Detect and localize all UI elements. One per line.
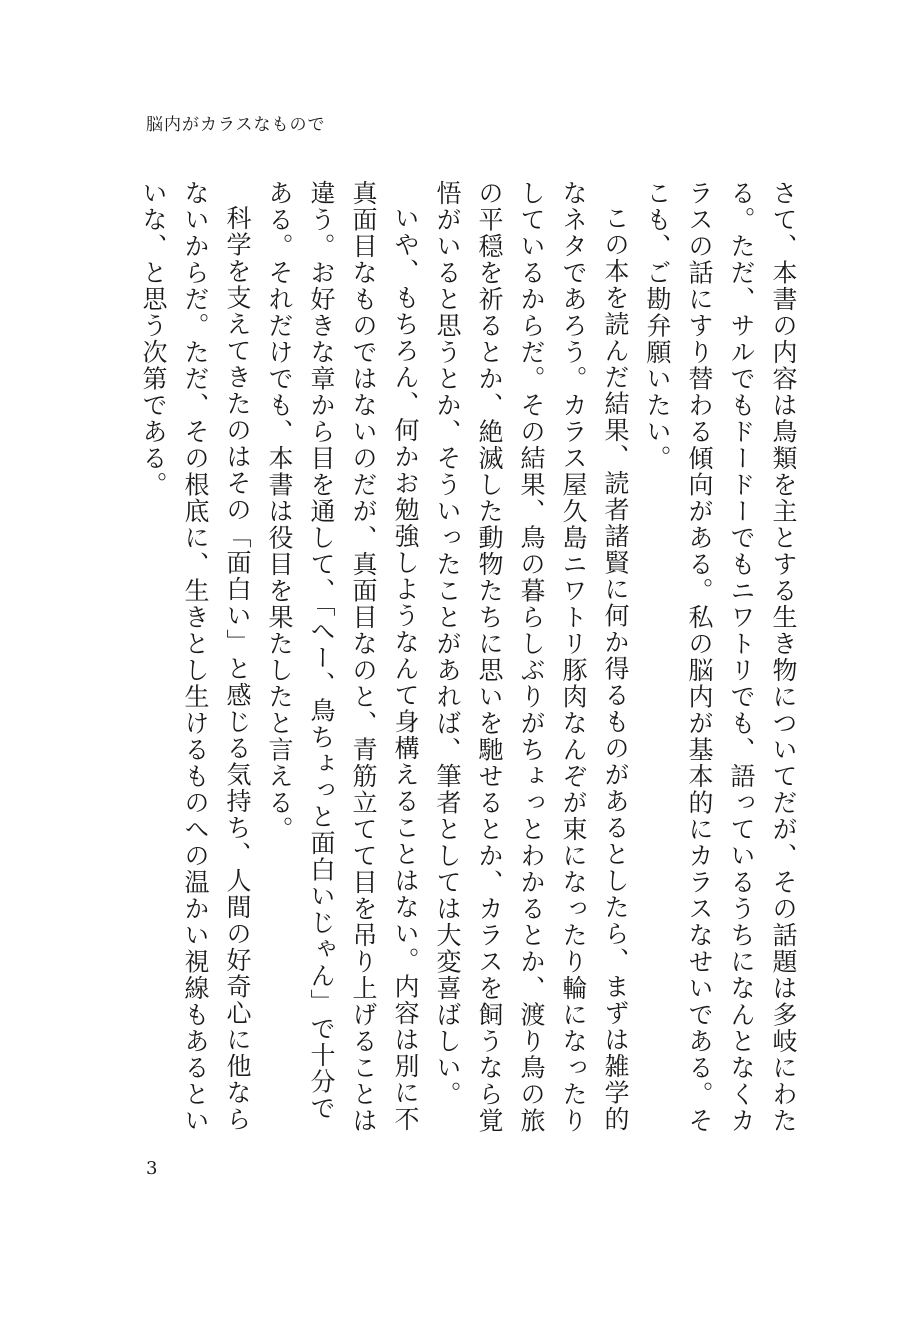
running-head-title: 脳内がカラスなもので xyxy=(146,115,326,135)
body-text xyxy=(132,180,804,1140)
page-number: 3 xyxy=(146,1158,158,1179)
paragraph-2: この本を読んだ結果、読者諸賢に何か得るものがあるとしたら、まずは雑学的なネタであろう。カラス屋久島ニワトリ豚肉なんぞが束になったり輪になったりしているからだ。その結果、鳥の暮らしぶりがちょっとわかるとか、渡り鳥の旅の平穏を祈るとか、絶滅した動物たちに思いを馳せるとか、カラスを飼うなら覚悟がいると思うとか、そういったことがあれば、筆者としては大変喜ばしい。 xyxy=(433,180,630,1134)
paragraph-3: いや、もちろん、何かお勉強しようなんて身構えることはない。内容は別に不真面目なものではないのだが、真面目なのと、青筋立てて目を吊り上げることは違う。お好きな章から目を通して、「へー、鳥ちょっと面白いじゃん」で十分である。それだけでも、本書は役目を果たしたと言える。 xyxy=(265,180,420,1134)
paragraph-1: さて、本書の内容は鳥類を主とする生き物についてだが、その話題は多岐にわたる。ただ、サルでもドードーでもニワトリでも、語っているうちになんとなくカラスの話にすり替わる傾向がある。私の脳内が基本的にカラスなせいである。そこも、ご勘弁願いたい。 xyxy=(643,180,798,1134)
paragraph-4: 科学を支えてきたのはその「面白い」と感じる気持ち、人間の好奇心に他ならないからだ。ただ、その根底に、生きとし生けるものへの温かい視線もあるといいな、と思う次第である。 xyxy=(139,180,252,1134)
